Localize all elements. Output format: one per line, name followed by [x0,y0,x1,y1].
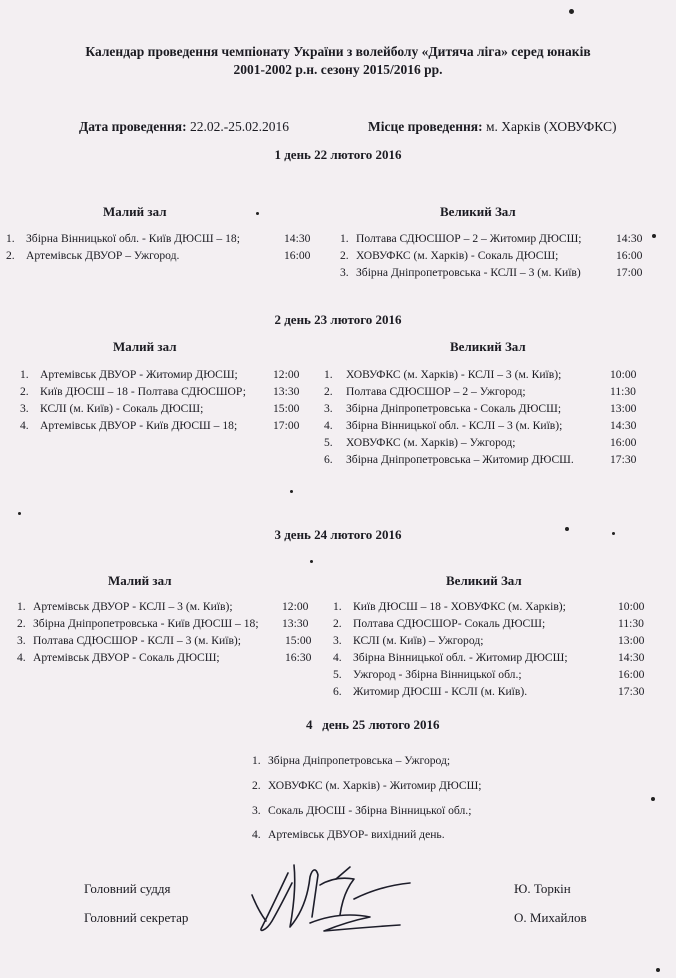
list-item: 2. Збірна Дніпропетровська - Київ ДЮСШ – 18; 13:30 [17,617,309,630]
day-2-small-hall-list [20,366,305,434]
list-item: 2. Київ ДЮСШ – 18 - Полтава СДЮСШОР; 13:30 [20,385,300,398]
list-item: 4. Артемівськ ДВУОР - Сокаль ДЮСШ; 16:30 [17,651,312,664]
day-2-big-hall-list [324,366,644,468]
day-3-big-hall-title: Великий Зал [446,573,522,588]
list-item: 3. КСЛІ (м. Київ) – Ужгород; 13:00 [333,634,645,647]
day-2-small-hall-title: Малий зал [113,339,177,354]
scan-speck [569,9,574,14]
day-1-big-hall-list [340,230,645,281]
event-place [368,119,616,135]
page-title-line-2: 2001-2002 р.н. сезону 2015/2016 рр. [233,62,443,77]
list-item: 3. Збірна Дніпропетровська - КСЛІ – 3 (м. Київ) 17:00 [340,266,643,279]
day-3-heading: 3 день 24 лютого 2016 [274,527,402,542]
place-label: Місце проведення: [368,119,483,134]
list-item: 2. Артемівськ ДВУОР – Ужгород. 16:00 [6,249,311,262]
list-item: 2. ХОВУФКС (м. Харків) - Житомир ДЮСШ; [252,779,482,792]
judge-name: Ю. Торкін [514,881,571,896]
scan-speck [652,234,656,238]
scan-speck [256,212,259,215]
scan-speck [565,527,569,531]
secretary-name: О. Михайлов [514,910,587,925]
list-item: 1. Артемівськ ДВУОР - КСЛІ – 3 (м. Київ); 12:00 [17,600,309,613]
secretary-label: Головний секретар [84,910,189,925]
day-2-big-hall-title: Великий Зал [450,339,526,354]
day-3-small-hall-list [17,598,317,666]
list-item: 4. Артемівськ ДВУОР- вихідний день. [252,828,445,841]
page-title-line-1: Календар проведення чемпіонату України з волейболу «Дитяча ліга» серед юнаків [85,44,591,59]
handwritten-signature [250,855,420,940]
day-2-heading: 2 день 23 лютого 2016 [274,312,402,327]
list-item: 1. ХОВУФКС (м. Харків) - КСЛІ – 3 (м. Київ); 10:00 [324,368,637,381]
scan-speck [656,968,660,972]
day-1-small-hall-title: Малий зал [103,204,167,219]
list-item: 6. Збірна Дніпропетровська – Житомир ДЮСШ. 17:30 [324,453,637,466]
scan-speck [18,512,21,515]
list-item: 4. Збірна Вінницької обл. - Житомир ДЮСШ; 14:30 [333,651,645,664]
list-item: 1. Збірна Вінницької обл. - Київ ДЮСШ – 18; 14:30 [6,232,311,245]
day-1-heading: 1 день 22 лютого 2016 [274,147,402,162]
list-item: 3. Збірна Дніпропетровська - Сокаль ДЮСШ; 13:00 [324,402,637,415]
list-item: 1. Київ ДЮСШ – 18 - ХОВУФКС (м. Харків); 10:00 [333,600,645,613]
scan-speck [310,560,313,563]
date-value: 22.02.-25.02.2016 [189,119,289,134]
scan-speck [612,532,615,535]
list-item: 6. Житомир ДЮСШ - КСЛІ (м. Київ). 17:30 [333,685,645,698]
place-value: м. Харків (ХОВУФКС) [486,119,617,134]
scan-speck [651,797,655,801]
day-1-big-hall-title: Великий Зал [440,204,516,219]
list-item: 1. Збірна Дніпропетровська – Ужгород; [252,754,451,767]
list-item: 5. Ужгород - Збірна Вінницької обл.; 16:00 [333,668,645,681]
day-3-small-hall-title: Малий зал [108,573,172,588]
list-item: 3. КСЛІ (м. Київ) - Сокаль ДЮСШ; 15:00 [20,402,300,415]
judge-label: Головний суддя [84,881,171,896]
day-1-small-hall-list [6,230,311,264]
scan-speck [290,490,293,493]
day-3-big-hall-list [333,598,648,700]
list-item: 1. Артемівськ ДВУОР - Житомир ДЮСШ; 12:00 [20,368,300,381]
list-item: 1. Полтава СДЮСШОР – 2 – Житомир ДЮСШ; 14:30 [340,232,643,245]
list-item: 4. Збірна Вінницької обл. - КСЛІ – 3 (м. Київ); 14:30 [324,419,637,432]
list-item: 3. Сокаль ДЮСШ - Збірна Вінницької обл.; [252,804,472,817]
list-item: 5. ХОВУФКС (м. Харків) – Ужгород; 16:00 [324,436,637,449]
day-4-heading: 4 день 25 лютого 2016 [306,717,440,732]
list-item: 2. Полтава СДЮСШОР – 2 – Ужгород; 11:30 [324,385,636,398]
list-item: 4. Артемівськ ДВУОР - Київ ДЮСШ – 18; 17:00 [20,419,300,432]
list-item: 3. Полтава СДЮСШОР - КСЛІ – 3 (м. Київ); 15:00 [17,634,312,647]
list-item: 2. ХОВУФКС (м. Харків) - Сокаль ДЮСШ; 16:00 [340,249,643,262]
event-date [79,119,289,135]
list-item: 2. Полтава СДЮСШОР- Сокаль ДЮСШ; 11:30 [333,617,644,630]
date-label: Дата проведення: [79,119,187,134]
